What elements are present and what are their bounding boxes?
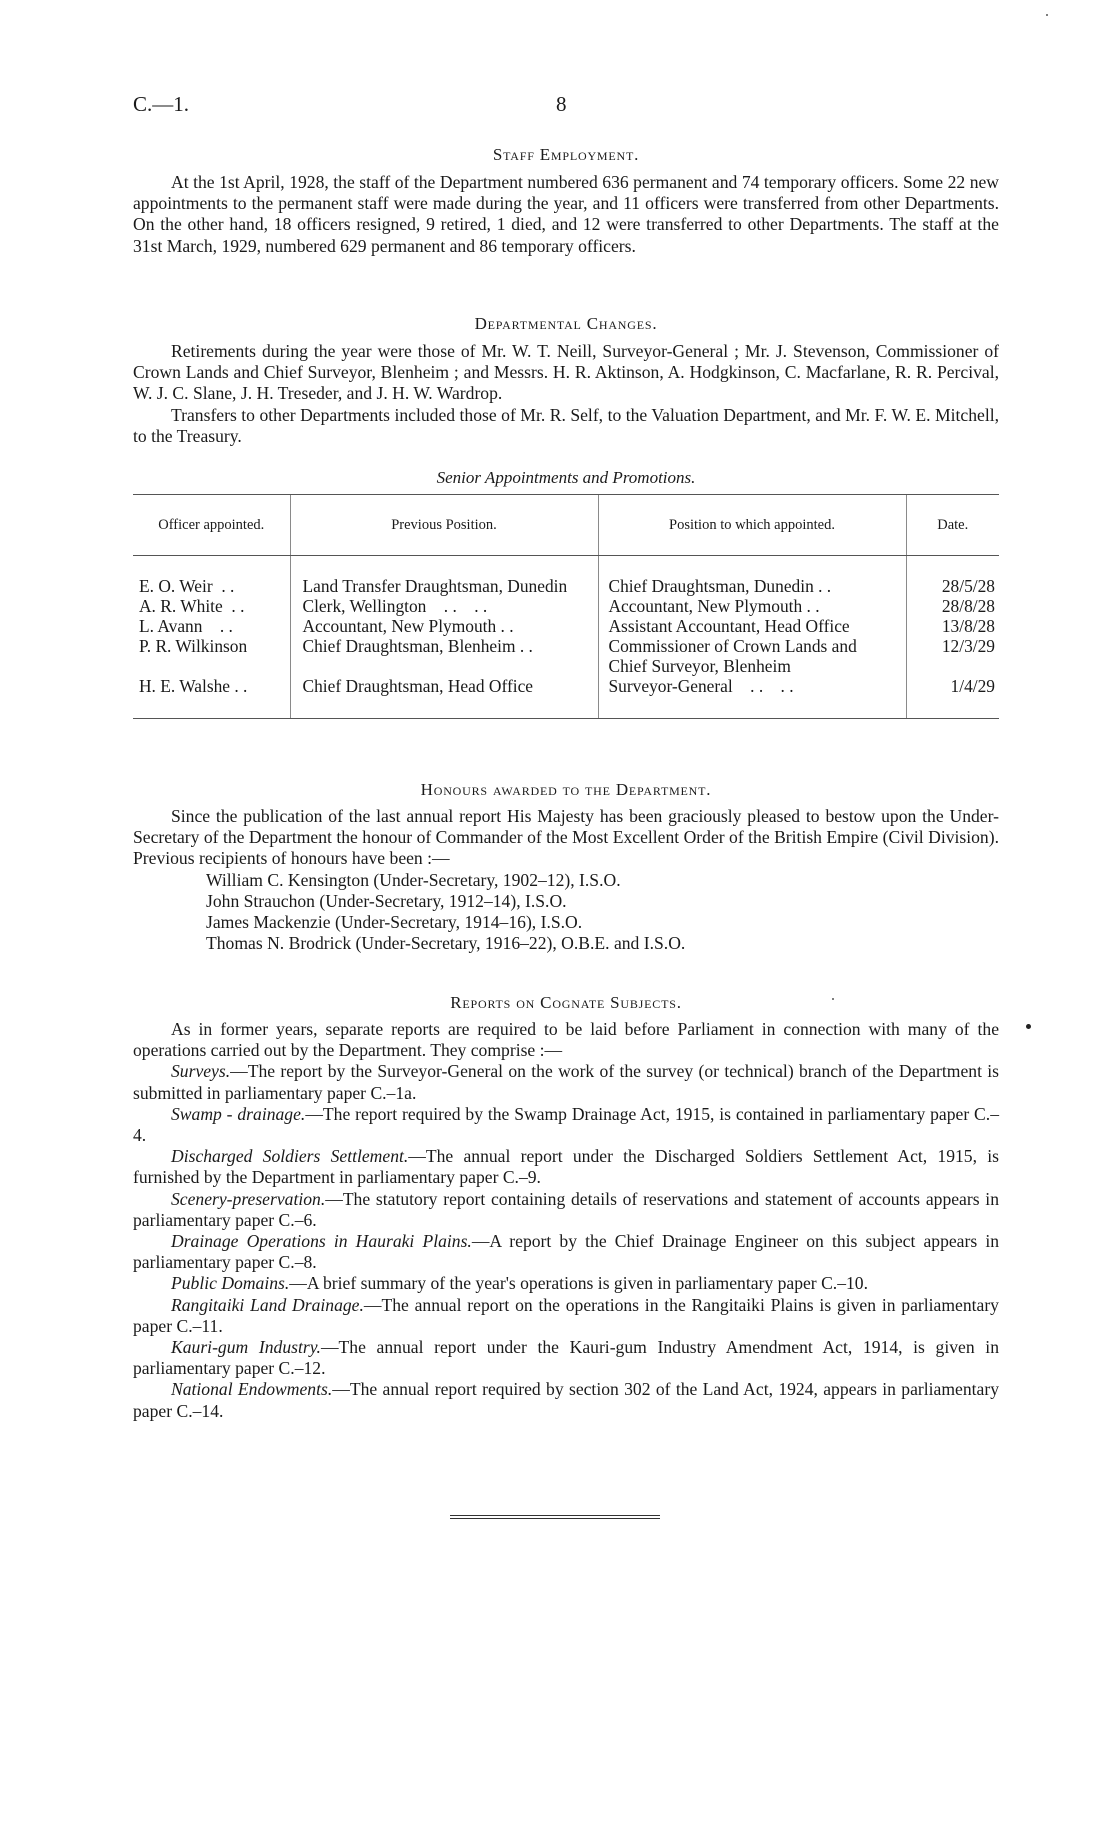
page-number: 8	[556, 92, 567, 116]
report-text: —A brief summary of the year's operations is given in parliamentary paper C.–10.	[289, 1273, 868, 1294]
previous-position-cell: Chief Draughtsman, Blenheim . .	[290, 636, 598, 676]
honours-heading: Honours awarded to the Department.	[420, 780, 712, 799]
table-row	[133, 636, 999, 676]
leader-dots: . .	[212, 576, 235, 596]
column-header: Officer appointed.	[133, 495, 290, 556]
scan-speck	[832, 998, 834, 1000]
staff-employment-heading: Staff Employment.	[492, 145, 640, 164]
date-cell: 28/8/28	[906, 596, 999, 616]
honours-recipient-list	[133, 870, 999, 955]
list-item: William C. Kensington (Under-Secretary, 1902–12), I.S.O.	[206, 869, 621, 890]
leader-dots: . .	[222, 596, 245, 616]
report-item	[133, 1104, 999, 1146]
previous-position-cell: Clerk, Wellington . . . .	[290, 596, 598, 616]
table-header-row	[133, 495, 999, 556]
report-item	[133, 1061, 999, 1103]
report-subject: Rangitaiki Land Drainage.	[171, 1294, 364, 1315]
departmental-changes-heading: Departmental Changes.	[474, 314, 658, 333]
officer-cell	[133, 596, 290, 616]
officer-name: L. Avann	[139, 616, 203, 636]
date-cell: 13/8/28	[906, 616, 999, 636]
table-row	[133, 556, 999, 597]
date-cell: 1/4/29	[906, 676, 999, 719]
cognate-reports-section	[133, 1019, 999, 1422]
leader-dots: . .	[230, 676, 248, 696]
column-header: Date.	[906, 495, 999, 556]
report-text: —The annual report required by section 302 of the Land Act, 1924, appears in parliamentary paper C.–14.	[133, 1379, 999, 1421]
previous-position-cell: Chief Draughtsman, Head Office	[290, 676, 598, 719]
report-text: —The report by the Surveyor-General on the work of the survey (or technical) branch of the Department is submitted in parliamentary paper C.–1a.	[133, 1061, 999, 1103]
column-header: Previous Position.	[290, 495, 598, 556]
honours-section	[133, 806, 999, 954]
report-subject: Surveys.	[171, 1061, 231, 1082]
transfers-paragraph: Transfers to other Departments included those of Mr. R. Self, to the Valuation Department, and Mr. F. W. E. Mitchell, to the Treasury.	[133, 404, 999, 446]
report-text: —The annual report on the operations in the Rangitaiki Plains is given in parliamentary paper C.–11.	[133, 1294, 999, 1336]
officer-cell	[133, 616, 290, 636]
new-position-cell: Accountant, New Plymouth . .	[598, 596, 906, 616]
leader-dots: . .	[202, 616, 233, 636]
report-item	[133, 1189, 999, 1231]
table-caption: Senior Appointments and Promotions.	[436, 468, 696, 487]
table-row	[133, 596, 999, 616]
report-subject: Drainage Operations in Hauraki Plains.	[171, 1231, 472, 1252]
table-row	[133, 616, 999, 636]
officer-name: P. R. Wilkinson	[139, 636, 248, 656]
report-text: —The annual report under the Kauri-gum Industry Amendment Act, 1914, is given in parliamentary paper C.–12.	[133, 1337, 999, 1379]
report-text: —The annual report under the Discharged Soldiers Settlement Act, 1915, is furnished by the Department in parliamentary paper C.–9.	[133, 1146, 999, 1188]
officer-name: H. E. Walshe	[139, 676, 231, 696]
new-position-cell: Chief Draughtsman, Dunedin . .	[598, 556, 906, 597]
scan-speck	[1046, 14, 1048, 16]
document-reference: C.—1.	[133, 92, 190, 116]
report-subject: Kauri-gum Industry.	[171, 1337, 321, 1358]
officer-cell	[133, 636, 290, 676]
list-item: John Strauchon (Under-Secretary, 1912–14), I.S.O.	[206, 890, 567, 911]
report-subject: Public Domains.	[171, 1273, 290, 1294]
list-item: Thomas N. Brodrick (Under-Secretary, 1916–22), O.B.E. and I.S.O.	[206, 933, 686, 954]
officer-cell	[133, 676, 290, 719]
report-item	[133, 1231, 999, 1273]
new-position-cell: Commissioner of Crown Lands and Chief Surveyor, Blenheim	[598, 636, 906, 676]
report-item	[133, 1379, 999, 1421]
column-header: Position to which appointed.	[598, 495, 906, 556]
new-position-cell: Assistant Accountant, Head Office	[598, 616, 906, 636]
report-subject: Scenery-preservation.	[171, 1188, 326, 1209]
list-item: James Mackenzie (Under-Secretary, 1914–16), I.S.O.	[206, 912, 583, 933]
report-item	[133, 1337, 999, 1379]
officer-cell	[133, 556, 290, 597]
report-item	[133, 1273, 999, 1294]
retirements-paragraph: Retirements during the year were those of Mr. W. T. Neill, Surveyor-General ; Mr. J. Stevenson, Commissioner of Crown Lands and Chief Surveyor, Blenheim ; and Messrs. H. R. Aktinson, A. Hodgkinson, C. Macfarlane, R. R. Percival, W. J. C. Slane, J. H. Treseder, and J. H. W. Wardrop.	[133, 341, 999, 404]
date-cell: 12/3/29	[906, 636, 999, 676]
cognate-reports-heading: Reports on Cognate Subjects.	[450, 993, 682, 1012]
report-item	[133, 1295, 999, 1337]
report-item	[133, 1146, 999, 1188]
departmental-changes-section	[133, 341, 999, 447]
table-row	[133, 676, 999, 719]
previous-position-cell: Land Transfer Draughtsman, Dunedin	[290, 556, 598, 597]
date-cell: 28/5/28	[906, 556, 999, 597]
margin-dot	[1026, 1024, 1031, 1029]
officer-name: A. R. White	[139, 596, 223, 616]
appointments-table	[133, 494, 999, 719]
report-subject: National Endowments.	[171, 1379, 333, 1400]
cognate-intro-paragraph: As in former years, separate reports are required to be laid before Parliament in connection with many of the operations carried out by the Department. They comprise :—	[133, 1019, 999, 1061]
report-text: —The statutory report containing details of reservations and statement of accounts appears in parliamentary paper C.–6.	[133, 1188, 999, 1230]
staff-employment-paragraph: At the 1st April, 1928, the staff of the Department numbered 636 permanent and 74 temporary officers. Some 22 new appointments to the permanent staff were made during the year, and 11 officers were transferred from other Departments. On the other hand, 18 officers resigned, 9 retired, 1 died, and 12 were transferred to other Departments. The staff at the 31st March, 1929, numbered 629 permanent and 86 temporary officers.	[133, 172, 999, 256]
officer-name: E. O. Weir	[139, 576, 213, 596]
new-position-cell: Surveyor-General . . . .	[598, 676, 906, 719]
end-rule-divider	[450, 1515, 660, 1519]
report-subject: Discharged Soldiers Settlement.	[171, 1146, 409, 1167]
report-text: —The report required by the Swamp Drainage Act, 1915, is contained in parliamentary paper C.–4.	[133, 1103, 999, 1146]
honours-paragraph: Since the publication of the last annual report His Majesty has been graciously pleased to bestow upon the Under-Secretary of the Department the honour of Commander of the Most Excellent Order of the British Empire (Civil Division). Previous recipients of honours have been :—	[133, 806, 999, 869]
report-subject: Swamp - drainage.	[171, 1103, 306, 1124]
staff-employment-section	[133, 172, 999, 257]
previous-position-cell: Accountant, New Plymouth . .	[290, 616, 598, 636]
report-text: —A report by the Chief Drainage Engineer on this subject appears in parliamentary paper C.–8.	[133, 1231, 1000, 1273]
